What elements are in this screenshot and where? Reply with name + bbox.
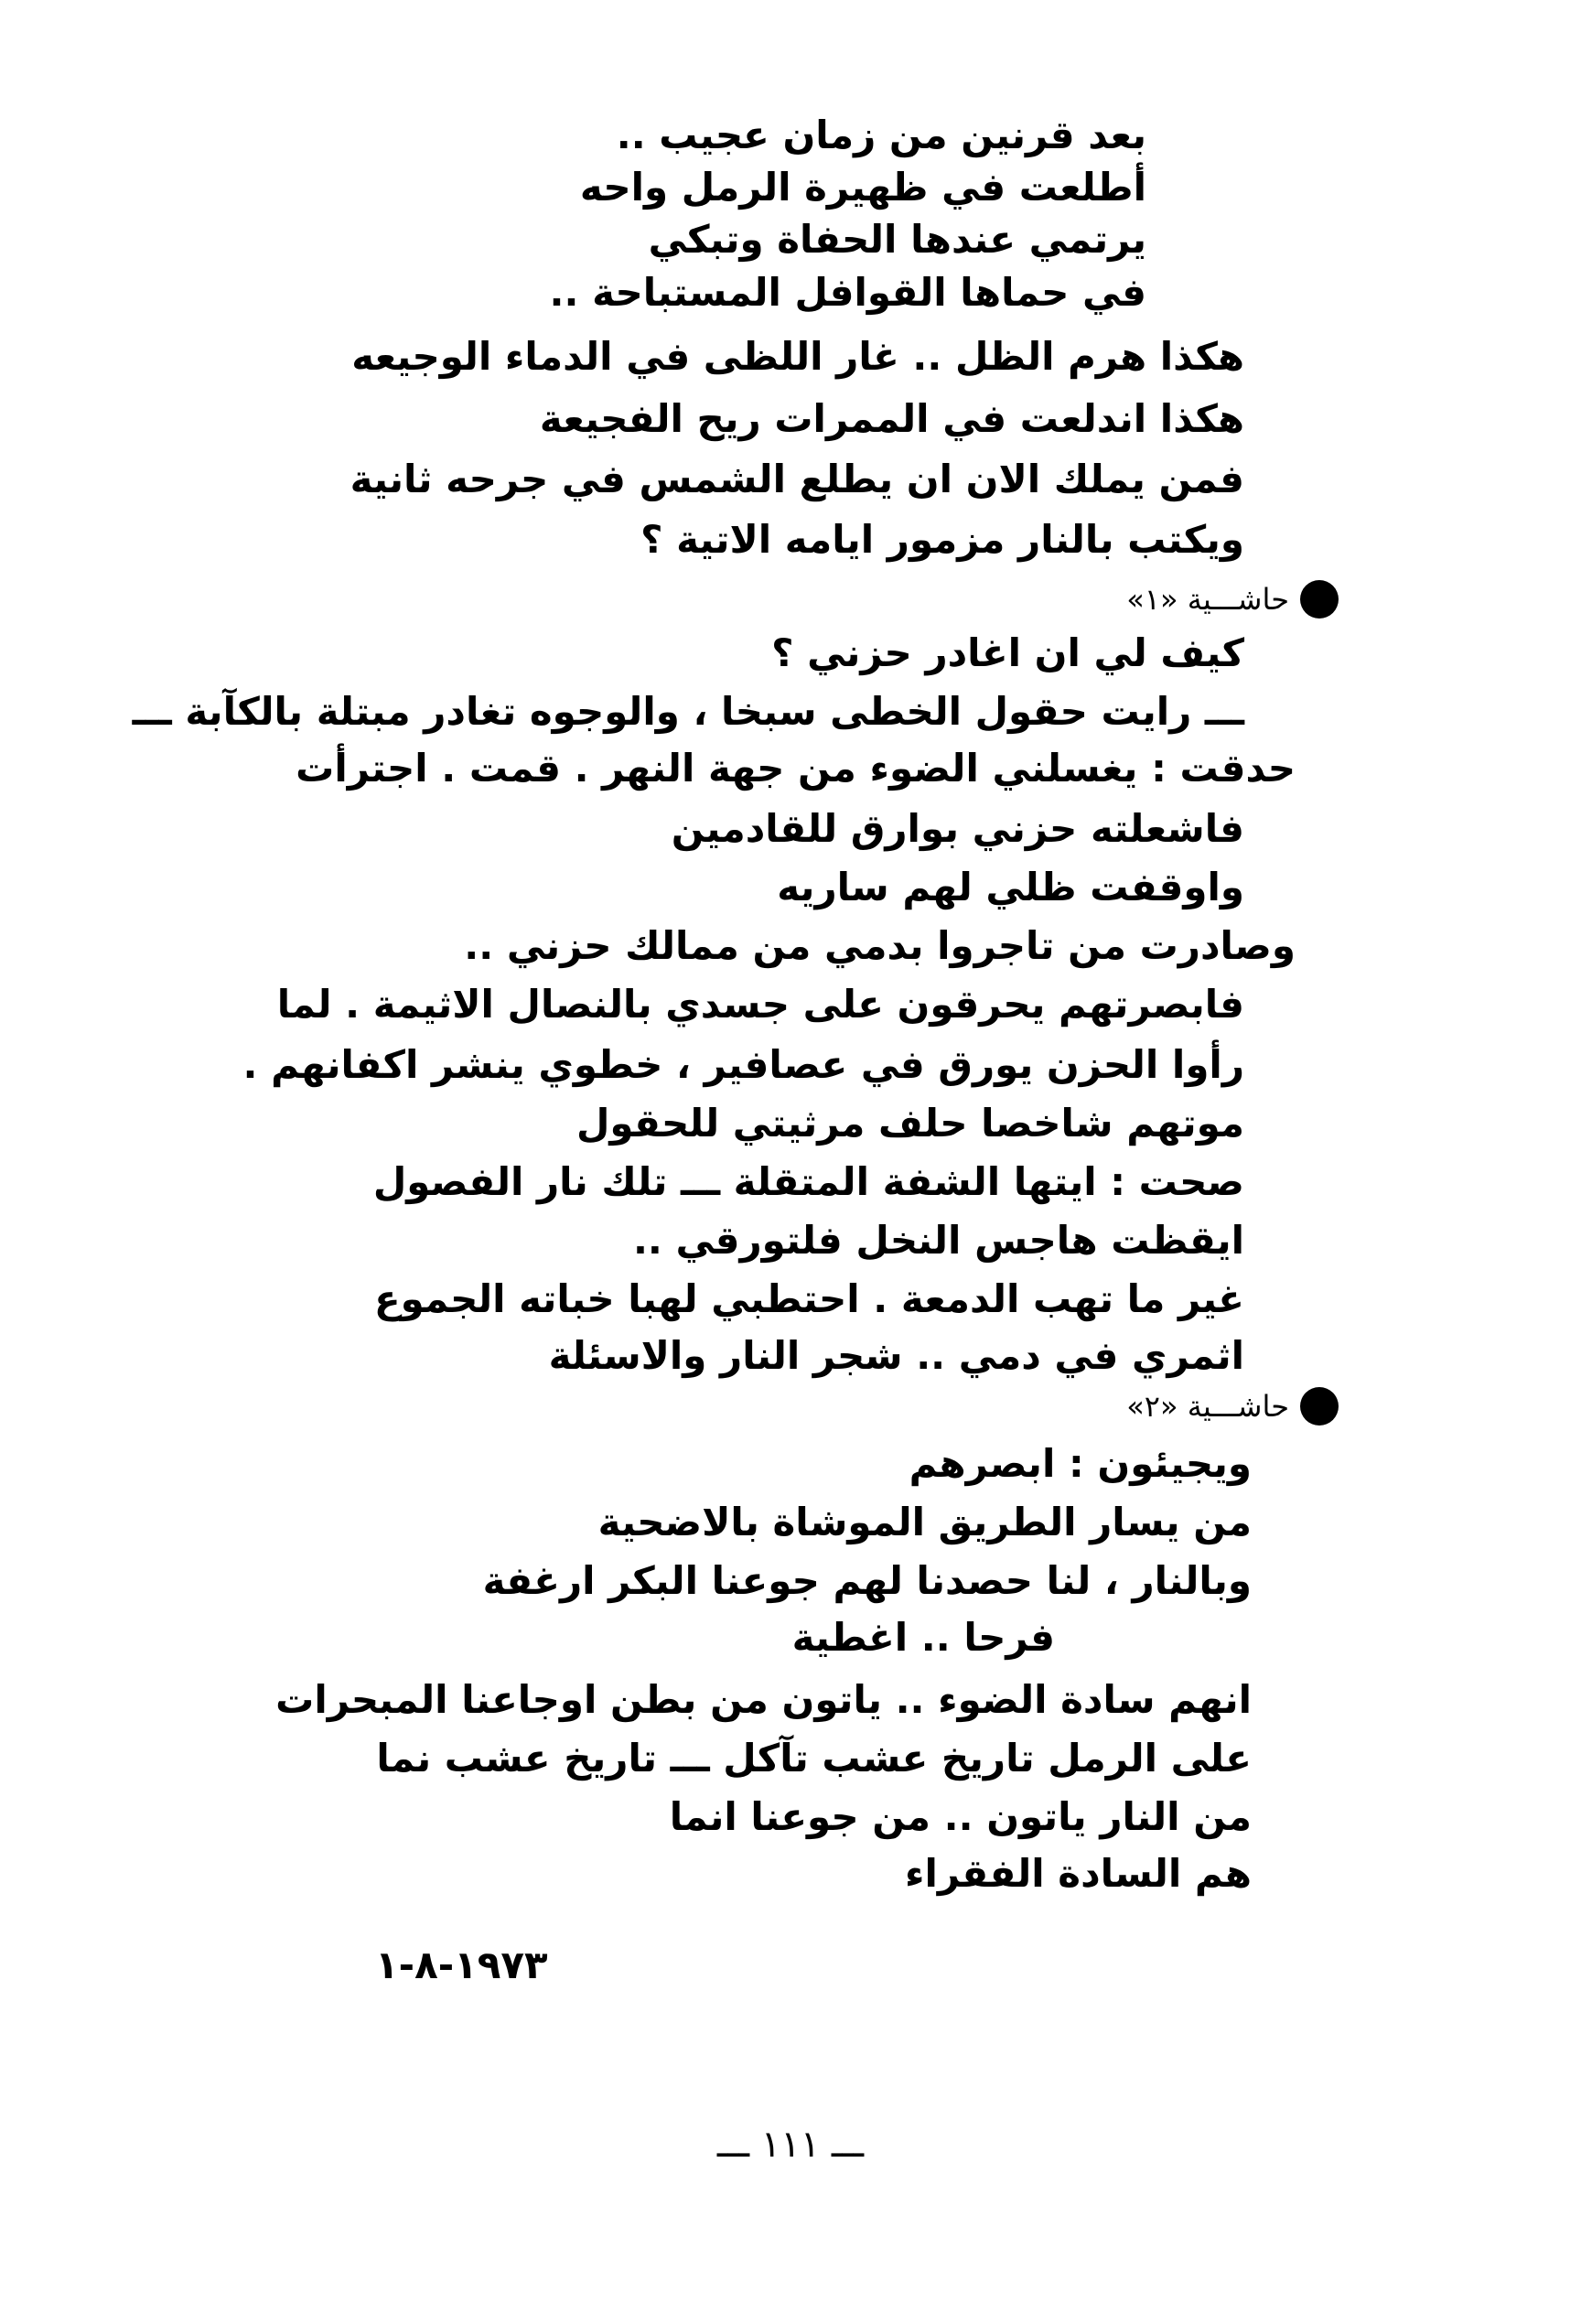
- poem-date: ١٩٧٣-٨-١: [375, 1942, 548, 1987]
- poem-line: فمن يملك الان ان يطلع الشمس في جرحه ثانية: [350, 457, 1244, 501]
- poem-line: وبالنار ، لنا حصدنا لهم جوعنا البكر ارغفة: [482, 1558, 1252, 1603]
- poem-line: فاشعلته حزني بوارق للقادمين: [671, 806, 1244, 851]
- footnote-heading-1: [1126, 576, 1339, 622]
- poem-line: اثمري في دمي .. شجر النار والاسئلة: [548, 1333, 1244, 1378]
- poem-line: رأوا الحزن يورق في عصافير ، خطوي ينشر اكفانهم .: [242, 1042, 1244, 1087]
- poem-line: فابصرتهم يحرقون على جسدي بالنصال الاثيمة . لما: [276, 982, 1244, 1027]
- poem-line: ـــ رايت حقول الخطى سبخا ، والوجوه تغادر مبتلة بالكآبة ـــ: [132, 689, 1244, 734]
- poem-line: انهم سادة الضوء .. ياتون من بطن اوجاعنا المبحرات: [275, 1677, 1252, 1722]
- page-number: ـــ ١١١ ـــ: [716, 2124, 865, 2166]
- poem-line: كيف لي ان اغادر حزني ؟: [771, 630, 1244, 675]
- poem-line: ايقظت هاجس النخل فلتورقي ..: [632, 1218, 1244, 1263]
- poem-line: موتهم شاخصا حلف مرثيتي للحقول: [575, 1101, 1244, 1146]
- footnote-label: حاشـــية «٢»: [1126, 1389, 1289, 1424]
- poem-line: فرحا .. اغطية: [791, 1615, 1055, 1660]
- poem-line: هكذا هرم الظل .. غار اللظى في الدماء الوجيعه: [351, 334, 1244, 379]
- bullet-icon: [1300, 580, 1339, 619]
- poem-line: أطلعت في ظهيرة الرمل واحه: [579, 165, 1146, 210]
- poem-line: غير ما تهب الدمعة . احتطبي لهبا خباته الجموع: [373, 1276, 1244, 1321]
- poem-line: حدقت : يغسلني الضوء من جهة النهر . قمت . اجترأت: [296, 746, 1296, 791]
- poem-line: هم السادة الفقراء: [905, 1851, 1252, 1896]
- poem-line: على الرمل تاريخ عشب تآكل ـــ تاريخ عشب نما: [376, 1736, 1252, 1781]
- poem-line: وصادرت من تاجروا بدمي من ممالك حزني ..: [464, 923, 1296, 968]
- poem-line: من النار ياتون .. من جوعنا انما: [669, 1794, 1252, 1839]
- poem-line: هكذا اندلعت في الممرات ريح الفجيعة: [539, 396, 1244, 441]
- poem-line: صحت : ايتها الشفة المتقلة ـــ تلك نار الفصول: [372, 1159, 1244, 1204]
- bullet-icon: [1300, 1387, 1339, 1426]
- poem-line: بعد قرنين من زمان عجيب ..: [616, 113, 1146, 157]
- footnote-label: حاشـــية «١»: [1126, 582, 1289, 617]
- poem-line: ويجيئون : ابصرهم: [909, 1441, 1252, 1486]
- poem-line: واوقفت ظلي لهم ساريه: [777, 865, 1244, 909]
- poem-line: في حماها القوافل المستباحة ..: [549, 270, 1146, 315]
- poem-line: يرتمي عندها الحفاة وتبكي: [648, 217, 1146, 262]
- poem-line: من يسار الطريق الموشاة بالاضحية: [597, 1500, 1252, 1544]
- footnote-heading-2: [1126, 1383, 1339, 1429]
- poem-line: ويكتب بالنار مزمور ايامه الاتية ؟: [640, 517, 1244, 562]
